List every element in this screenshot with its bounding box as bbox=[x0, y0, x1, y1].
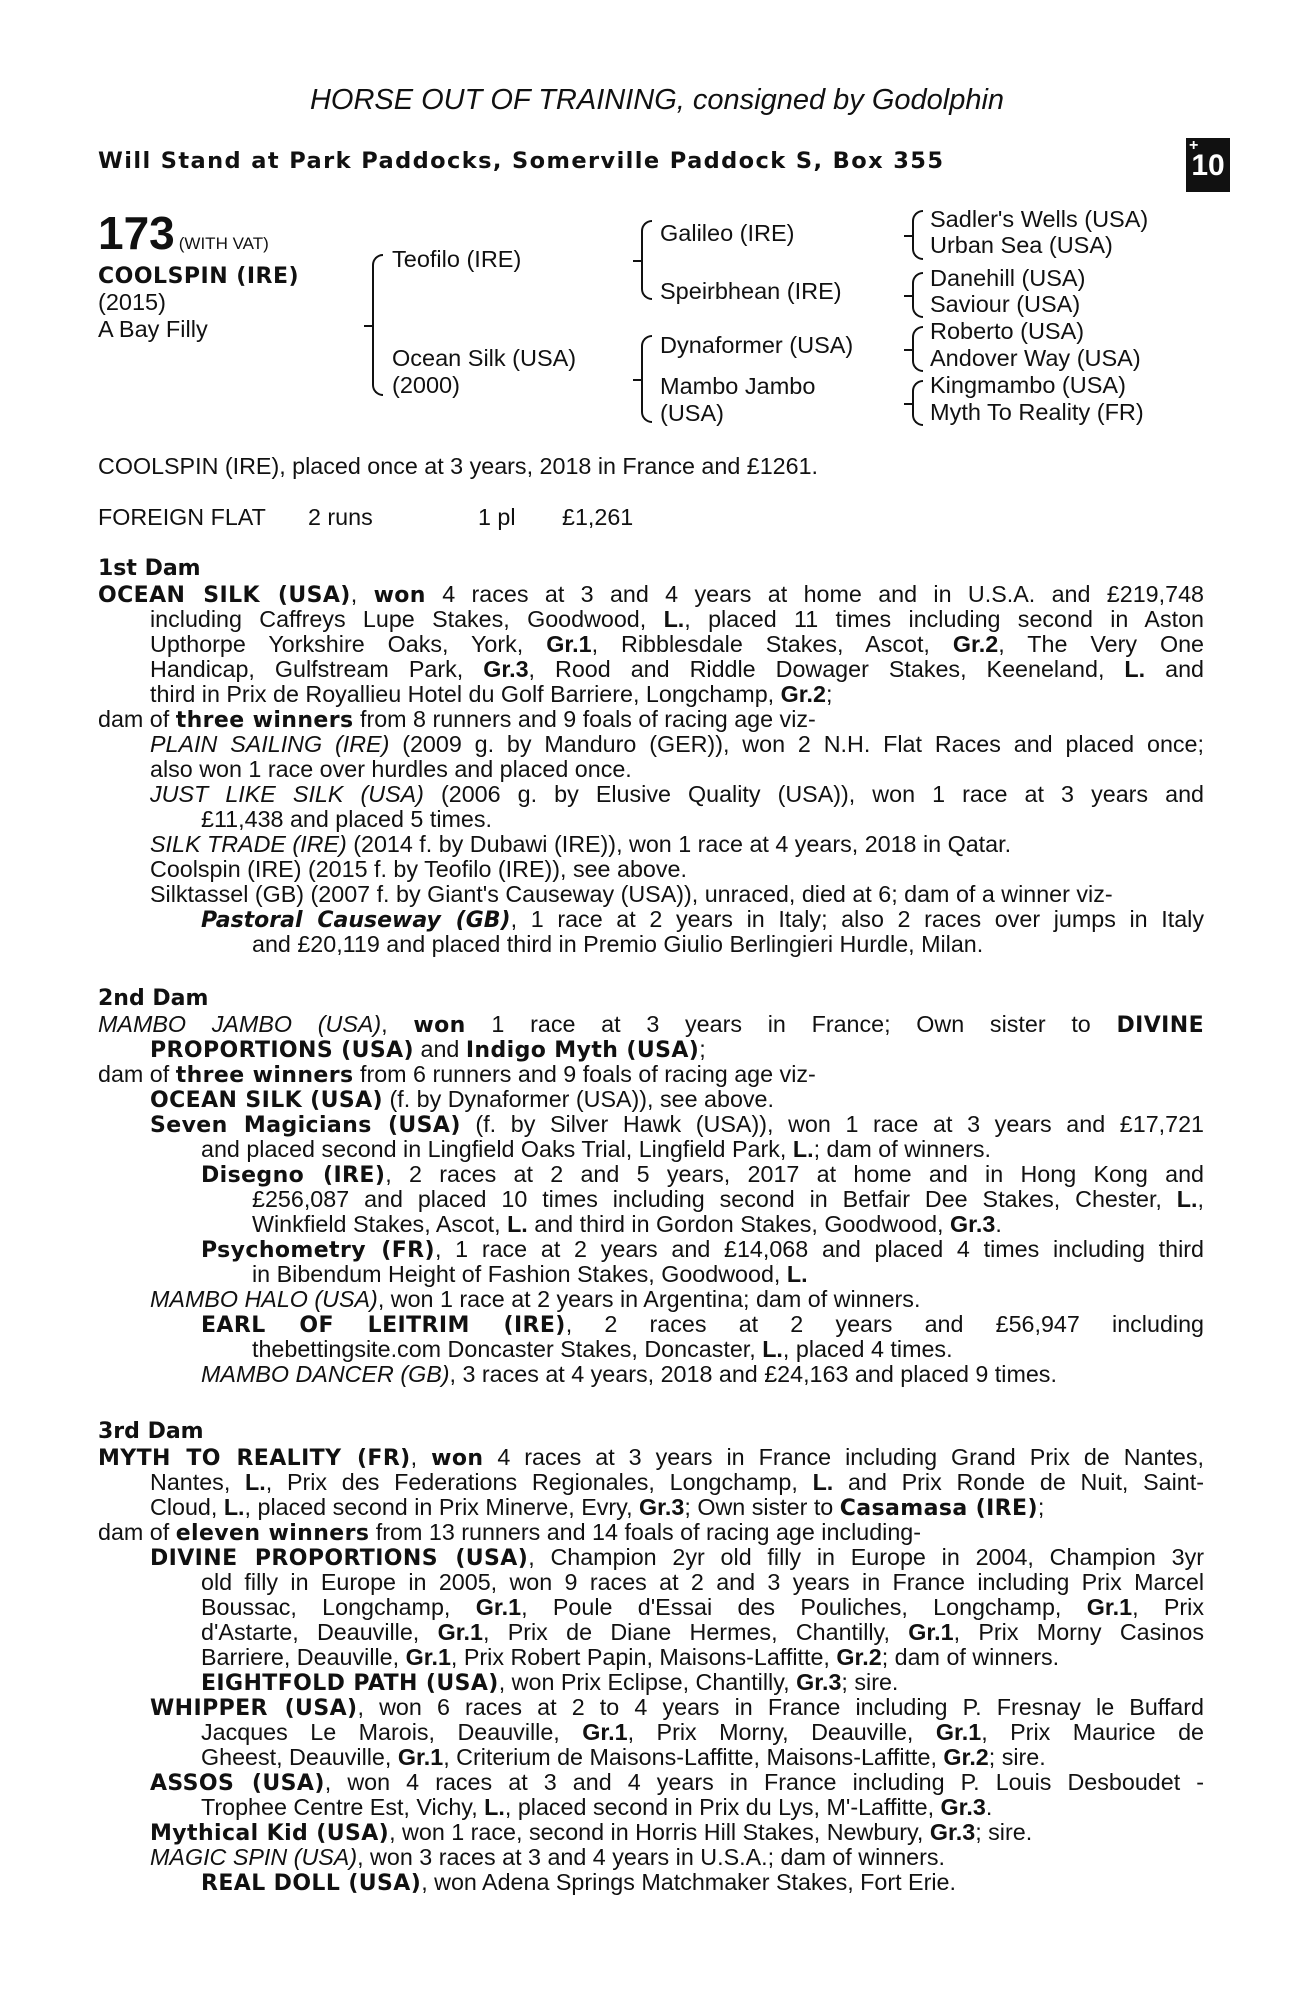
text-run: L. bbox=[245, 1469, 266, 1495]
text-run: . bbox=[995, 1211, 1002, 1237]
text-line bbox=[201, 1643, 1204, 1671]
text-run: MAMBO HALO (USA) bbox=[150, 1286, 378, 1312]
text-run: Seven Magicians (USA) bbox=[150, 1113, 461, 1138]
text-run: Upthorpe Yorkshire Oaks, York, bbox=[150, 631, 547, 657]
lot-number-block bbox=[98, 206, 269, 260]
text-run: and Prix Ronde de Nuit, Saint- bbox=[833, 1469, 1204, 1495]
text-run: , placed 11 times including second in Aston bbox=[684, 606, 1204, 632]
text-run: , Rood and Riddle Dowager Stakes, Keeneland, bbox=[528, 656, 1125, 682]
text-run: L. bbox=[812, 1469, 834, 1495]
text-run: . bbox=[985, 1794, 993, 1820]
record-prize: £1,261 bbox=[562, 504, 634, 530]
pedigree-dam-year: (2000) bbox=[392, 372, 460, 398]
text-run: L. bbox=[792, 1136, 814, 1162]
text-line bbox=[252, 1185, 1204, 1213]
text-run: three winners bbox=[175, 1063, 354, 1088]
text-run: Indigo Myth (USA) bbox=[465, 1038, 700, 1063]
text-line bbox=[150, 780, 1204, 808]
text-line bbox=[201, 1360, 1204, 1388]
text-run: won bbox=[431, 1446, 484, 1471]
text-run: Gr.1 bbox=[475, 1594, 522, 1620]
text-line bbox=[252, 1335, 1204, 1363]
text-run: from 6 runners and 9 foals of racing age viz- bbox=[353, 1061, 816, 1087]
text-run: , placed second in Prix du Lys, M'-Laffitte, bbox=[504, 1794, 941, 1820]
text-run: and bbox=[1145, 656, 1205, 682]
brace-sire-dam bbox=[372, 254, 383, 396]
text-run: Gr.1 bbox=[437, 1619, 483, 1645]
lot-tag bbox=[1186, 138, 1230, 192]
horse-description: A Bay Filly bbox=[98, 316, 208, 342]
pedigree-sire: Teofilo (IRE) bbox=[392, 246, 522, 272]
text-line bbox=[150, 830, 1204, 858]
brace-gen3-d bbox=[912, 380, 923, 426]
text-run: Winkfield Stakes, Ascot, bbox=[252, 1211, 508, 1237]
text-line bbox=[150, 730, 1204, 758]
text-run: (2014 f. by Dubawi (IRE)), won 1 race at 4 years, 2018 in Qatar. bbox=[346, 831, 1012, 857]
pedigree-dam-dam-origin: (USA) bbox=[660, 400, 724, 426]
text-run: , 2 races at 2 and 5 years, 2017 at home and in Hong Kong and bbox=[385, 1161, 1204, 1187]
text-run: , won 4 races at 3 and 4 years in France including P. Louis Desboudet - bbox=[324, 1769, 1204, 1795]
text-run: Casamasa (IRE) bbox=[839, 1496, 1038, 1521]
text-run: ; bbox=[825, 681, 833, 707]
horse-year: (2015) bbox=[98, 289, 166, 315]
lot-tag-sup: + bbox=[1189, 137, 1199, 154]
text-run: Gr.2 bbox=[780, 681, 826, 707]
text-run: OCEAN SILK (USA) bbox=[150, 1088, 383, 1113]
text-run: Mythical Kid (USA) bbox=[150, 1821, 390, 1846]
text-run: PROPORTIONS (USA) bbox=[150, 1038, 415, 1063]
text-line bbox=[150, 1843, 1204, 1871]
brace-gen3-c bbox=[912, 326, 923, 372]
text-run: Boussac, Longchamp, bbox=[201, 1594, 476, 1620]
text-line: £11,438 and placed 5 times. bbox=[201, 806, 492, 832]
text-run: 1 race at 3 years in France; Own sister to bbox=[465, 1011, 1117, 1037]
text-run: Gr.1 bbox=[405, 1644, 451, 1670]
text-run: (2006 g. by Elusive Quality (USA)), won 1 race at 3 years and bbox=[423, 781, 1204, 807]
text-run: WHIPPER (USA) bbox=[150, 1696, 358, 1721]
text-run: , won Prix Eclipse, Chantilly, bbox=[498, 1669, 797, 1695]
text-run: in Bibendum Height of Fashion Stakes, Goodwood, bbox=[252, 1261, 787, 1287]
text-run: , Prix Robert Papin, Maisons-Laffitte, bbox=[450, 1644, 837, 1670]
text-run: ; bbox=[1037, 1494, 1045, 1520]
stand-location: Will Stand at Park Paddocks, Somerville Paddock S, Box 355 bbox=[98, 148, 945, 174]
text-run: L. bbox=[223, 1494, 245, 1520]
text-run: L. bbox=[1124, 656, 1146, 682]
race-record bbox=[98, 503, 1204, 531]
text-run: ; Own sister to bbox=[684, 1494, 840, 1520]
pedigree-sdd: Saviour (USA) bbox=[930, 291, 1081, 317]
text-run: , won 6 races at 2 to 4 years in France including P. Fresnay le Buffard bbox=[357, 1694, 1204, 1720]
text-run: , Prix Maurice de bbox=[981, 1719, 1204, 1745]
text-run: ; sire. bbox=[841, 1669, 899, 1695]
horse-name: COOLSPIN (IRE) bbox=[98, 264, 300, 289]
text-run: , 3 races at 4 years, 2018 and £24,163 and placed 9 times. bbox=[449, 1361, 1057, 1387]
brace-gen3-a bbox=[912, 210, 923, 260]
text-run: DIVINE PROPORTIONS (USA) bbox=[150, 1546, 529, 1571]
text-line bbox=[150, 680, 1204, 708]
text-run: Gr.3 bbox=[950, 1211, 996, 1237]
pedigree-dds: Kingmambo (USA) bbox=[930, 372, 1126, 398]
text-run: Gr.3 bbox=[796, 1669, 842, 1695]
text-run: ; sire. bbox=[988, 1744, 1046, 1770]
summary: COOLSPIN (IRE), placed once at 3 years, 2018 in France and £1261. bbox=[98, 453, 819, 479]
text-run: , won 1 race at 2 years in Argentina; dam of winners. bbox=[377, 1286, 921, 1312]
text-run: JUST LIKE SILK (USA) bbox=[150, 781, 424, 807]
text-run: Trophee Centre Est, Vichy, bbox=[201, 1794, 485, 1820]
text-run: L. bbox=[507, 1211, 528, 1237]
record-placed: 1 pl bbox=[478, 504, 516, 530]
text-run: Gr.2 bbox=[836, 1644, 882, 1670]
text-line bbox=[252, 1260, 1204, 1288]
text-run: , bbox=[381, 1011, 414, 1037]
text-run: L. bbox=[484, 1794, 505, 1820]
text-run: Disegno (IRE) bbox=[201, 1163, 386, 1188]
text-run: Handicap, Gulfstream Park, bbox=[150, 656, 484, 682]
text-run: Gr.1 bbox=[935, 1719, 982, 1745]
text-run: , Prix Morny, Deauville, bbox=[627, 1719, 936, 1745]
pedigree-dss: Roberto (USA) bbox=[930, 318, 1085, 344]
text-run: , 1 race at 2 years in Italy; also 2 races over jumps in Italy bbox=[510, 906, 1204, 932]
text-run: and third in Gordon Stakes, Goodwood, bbox=[527, 1211, 950, 1237]
text-line bbox=[201, 1793, 1204, 1821]
text-run: Gr.1 bbox=[582, 1719, 628, 1745]
text-run: Gr.3 bbox=[483, 656, 529, 682]
text-run: including Caffreys Lupe Stakes, Goodwood, bbox=[150, 606, 664, 632]
pedigree-ddd: Myth To Reality (FR) bbox=[930, 399, 1144, 425]
text-run: ; dam of winners. bbox=[813, 1136, 991, 1162]
second-dam-heading: 2nd Dam bbox=[98, 986, 209, 1011]
text-run: Gr.3 bbox=[639, 1494, 685, 1520]
text-run: MAMBO JAMBO (USA) bbox=[98, 1011, 382, 1037]
text-run: , placed second in Prix Minerve, Evry, bbox=[244, 1494, 640, 1520]
text-run: L. bbox=[786, 1261, 808, 1287]
text-run: 4 races at 3 and 4 years at home and in U.S.A. and £219,748 bbox=[425, 581, 1204, 607]
text-line: also won 1 race over hurdles and placed once. bbox=[150, 756, 632, 782]
text-run: Gr.1 bbox=[1086, 1594, 1133, 1620]
text-run: and bbox=[414, 1036, 466, 1062]
text-run: Barriere, Deauville, bbox=[201, 1644, 406, 1670]
record-label: FOREIGN FLAT bbox=[98, 504, 266, 530]
pedigree-ssd: Urban Sea (USA) bbox=[930, 232, 1113, 258]
text-line: old filly in Europe in 2005, won 9 races at 2 and 3 years in France including Prix Marcel bbox=[201, 1569, 1204, 1595]
text-run: Gheest, Deauville, bbox=[201, 1744, 398, 1770]
text-line: Silktassel (GB) (2007 f. by Giant's Causeway (USA)), unraced, died at 6; dam of a winner viz- bbox=[150, 881, 1113, 907]
pedigree-dam-dam: Mambo Jambo bbox=[660, 373, 816, 399]
text-run: L. bbox=[663, 606, 685, 632]
brace-gen3-b bbox=[912, 272, 923, 318]
lot-tag-number: 10 bbox=[1191, 149, 1225, 182]
text-run: L. bbox=[762, 1336, 783, 1362]
text-run: Gr.3 bbox=[940, 1794, 986, 1820]
pedigree-sds: Danehill (USA) bbox=[930, 265, 1086, 291]
text-run: , won 1 race, second in Horris Hill Stakes, Newbury, bbox=[389, 1819, 930, 1845]
brace-sire-parents bbox=[641, 220, 652, 300]
text-run: ; sire. bbox=[975, 1819, 1033, 1845]
text-run: , Criterium de Maisons-Laffitte, Maisons-Laffitte, bbox=[443, 1744, 944, 1770]
text-line bbox=[150, 605, 1204, 633]
text-run: dam of bbox=[98, 1519, 176, 1545]
text-run: 4 races at 3 years in France including Grand Prix de Nantes, bbox=[483, 1444, 1204, 1470]
text-run: third in Prix de Royallieu Hotel du Golf Barriere, Longchamp, bbox=[150, 681, 781, 707]
text-run: , bbox=[410, 1444, 432, 1470]
text-run: , Poule d'Essai des Pouliches, Longchamp, bbox=[521, 1594, 1087, 1620]
text-run: , Prix de Diane Hermes, Chantilly, bbox=[482, 1619, 909, 1645]
text-run: from 8 runners and 9 foals of racing age viz- bbox=[353, 706, 816, 732]
text-run: , The Very One bbox=[998, 631, 1205, 657]
text-run: £256,087 and placed 10 times including second in Betfair Dee Stakes, Chester, bbox=[252, 1186, 1177, 1212]
text-run: OCEAN SILK (USA) bbox=[98, 583, 351, 608]
text-run: won bbox=[373, 583, 426, 608]
text-run: ASSOS (USA) bbox=[150, 1771, 325, 1796]
text-run: , Champion 2yr old filly in Europe in 2004, Champion 3yr bbox=[528, 1544, 1205, 1570]
text-run: three winners bbox=[175, 708, 354, 733]
text-line bbox=[201, 1593, 1204, 1621]
text-run: thebettingsite.com Doncaster Stakes, Doncaster, bbox=[252, 1336, 763, 1362]
text-run: MAMBO DANCER (GB) bbox=[201, 1361, 450, 1387]
text-run: , placed 4 times. bbox=[782, 1336, 953, 1362]
text-run: , 1 race at 2 years and £14,068 and placed 4 times including third bbox=[434, 1236, 1204, 1262]
text-line bbox=[201, 1868, 1204, 1898]
pedigree-dam-sire: Dynaformer (USA) bbox=[660, 332, 854, 358]
pedigree-sire-sire: Galileo (IRE) bbox=[660, 220, 795, 246]
text-run: PLAIN SAILING (IRE) bbox=[150, 731, 390, 757]
page-title: HORSE OUT OF TRAINING, consigned by Godolphin bbox=[309, 84, 1005, 116]
text-run: Gr.1 bbox=[908, 1619, 954, 1645]
text-line bbox=[201, 1743, 1204, 1771]
record-runs: 2 runs bbox=[308, 504, 373, 530]
pedigree-sire-dam: Speirbhean (IRE) bbox=[660, 278, 842, 304]
text-line bbox=[150, 630, 1204, 658]
text-run: REAL DOLL (USA) bbox=[201, 1871, 422, 1896]
text-run: (f. by Silver Hawk (USA)), won 1 race at 3 years and £17,721 bbox=[460, 1111, 1204, 1137]
text-run: dam of bbox=[98, 1061, 176, 1087]
lot-number: 173 bbox=[98, 207, 175, 259]
text-line: and £20,119 and placed third in Premio Giulio Berlingieri Hurdle, Milan. bbox=[252, 931, 984, 957]
vat-note: (WITH VAT) bbox=[178, 234, 269, 253]
text-run: Nantes, bbox=[150, 1469, 246, 1495]
text-line bbox=[150, 655, 1204, 683]
text-run: , bbox=[1197, 1186, 1204, 1212]
text-run: , Ribblesdale Stakes, Ascot, bbox=[591, 631, 953, 657]
text-run: Cloud, bbox=[150, 1494, 224, 1520]
text-run: , won 3 races at 3 and 4 years in U.S.A.; dam of winners. bbox=[357, 1844, 945, 1870]
text-run: , won Adena Springs Matchmaker Stakes, Fort Erie. bbox=[421, 1869, 956, 1895]
text-run: , bbox=[350, 581, 374, 607]
pedigree-dam: Ocean Silk (USA) bbox=[392, 345, 577, 371]
text-run: Psychometry (FR) bbox=[201, 1238, 435, 1263]
text-run: Gr.2 bbox=[943, 1744, 989, 1770]
text-run: Gr.1 bbox=[397, 1744, 444, 1770]
text-run: MAGIC SPIN (USA) bbox=[150, 1844, 358, 1870]
text-run: , Prix bbox=[1132, 1594, 1204, 1620]
text-run: won bbox=[413, 1013, 466, 1038]
text-line bbox=[201, 1718, 1204, 1746]
text-line: Coolspin (IRE) (2015 f. by Teofilo (IRE)), see above. bbox=[150, 856, 687, 882]
text-run: dam of bbox=[98, 706, 176, 732]
text-run: and placed second in Lingfield Oaks Trial, Lingfield Park, bbox=[201, 1136, 793, 1162]
text-run: Gr.2 bbox=[952, 631, 999, 657]
pedigree-dsd: Andover Way (USA) bbox=[930, 345, 1141, 371]
text-run: , 2 races at 2 years and £56,947 including bbox=[565, 1311, 1204, 1337]
text-run: Gr.3 bbox=[929, 1819, 976, 1845]
text-run: d'Astarte, Deauville, bbox=[201, 1619, 438, 1645]
text-run: eleven winners bbox=[175, 1521, 370, 1546]
text-run: SILK TRADE (IRE) bbox=[150, 831, 347, 857]
text-run: (f. by Dynaformer (USA)), see above. bbox=[382, 1086, 774, 1112]
text-run: (2009 g. by Manduro (GER)), won 2 N.H. Flat Races and placed once; bbox=[389, 731, 1204, 757]
text-run: ; dam of winners. bbox=[881, 1644, 1060, 1670]
text-line bbox=[150, 1285, 1204, 1313]
text-run: MYTH TO REALITY (FR) bbox=[98, 1446, 411, 1471]
text-run: L. bbox=[1176, 1186, 1198, 1212]
text-run: , Prix des Federations Regionales, Longchamp, bbox=[265, 1469, 813, 1495]
text-run: Pastoral Causeway (GB) bbox=[201, 908, 511, 933]
text-line bbox=[150, 1468, 1204, 1496]
text-line bbox=[201, 1618, 1204, 1646]
text-run: from 13 runners and 14 foals of racing age including- bbox=[369, 1519, 922, 1545]
text-run: , Prix Morny Casinos bbox=[953, 1619, 1204, 1645]
third-dam-heading: 3rd Dam bbox=[98, 1419, 204, 1444]
text-line bbox=[252, 1210, 1204, 1238]
text-run: ; bbox=[699, 1036, 706, 1062]
first-dam-heading: 1st Dam bbox=[98, 556, 201, 581]
text-run: Gr.1 bbox=[546, 631, 592, 657]
text-run: Jacques Le Marois, Deauville, bbox=[201, 1719, 583, 1745]
text-run: EIGHTFOLD PATH (USA) bbox=[201, 1671, 499, 1696]
text-run: EARL OF LEITRIM (IRE) bbox=[201, 1313, 566, 1338]
pedigree-sss: Sadler's Wells (USA) bbox=[930, 206, 1149, 232]
text-run: DIVINE bbox=[1116, 1013, 1204, 1038]
text-line bbox=[201, 1135, 1204, 1163]
brace-dam-parents bbox=[641, 335, 652, 423]
